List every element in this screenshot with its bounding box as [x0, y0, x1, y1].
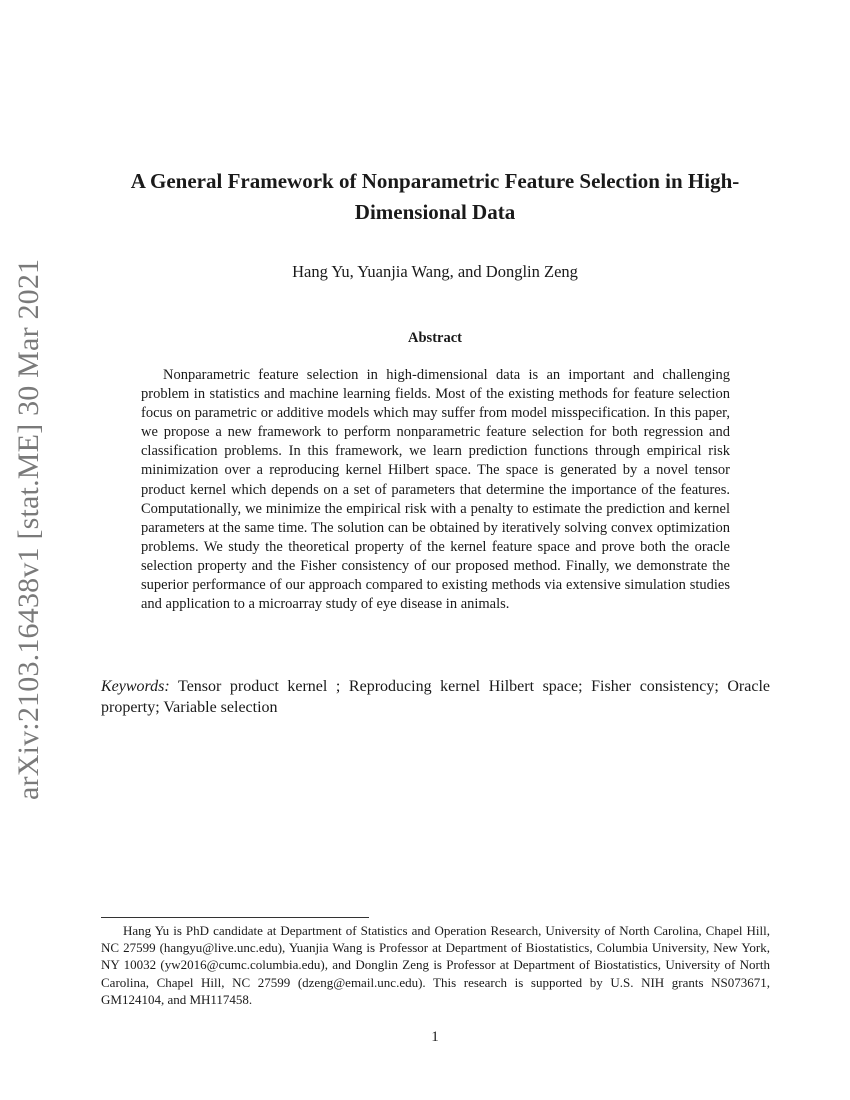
- abstract-heading: Abstract: [408, 330, 462, 346]
- keywords-label: Keywords:: [101, 678, 170, 695]
- footnote-divider: [101, 917, 369, 918]
- paper-title: A General Framework of Nonparametric Feature Selection in High-Dimensional Data: [130, 169, 740, 224]
- arxiv-identifier-stamp: arXiv:2103.16438v1 [stat.ME] 30 Mar 2021: [12, 258, 45, 800]
- keywords-paragraph: [101, 676, 770, 718]
- author-list: Hang Yu, Yuanjia Wang, and Donglin Zeng: [292, 262, 578, 281]
- page-number: 1: [431, 1029, 439, 1045]
- author-footnote: Hang Yu is PhD candidate at Department of Statistics and Operation Research, University of North Carolina, Chapel Hill, NC 27599 (hangyu@live.unc.edu), Yuanjia Wang is Professor at Department of Biostatistics, Columbia University, New York, NY 10032 (yw2016@cumc.columbia.edu), and Donglin Zeng is Professor at Department of Biostatistics, University of North Carolina, Chapel Hill, NC 27599 (dzeng@email.unc.edu). This research is supported by U.S. NIH grants NS073671, GM124104, and MH117458.: [101, 923, 770, 1007]
- keywords-text: Tensor product kernel ; Reproducing kernel Hilbert space; Fisher consistency; Oracle property; Variable selection: [101, 678, 770, 716]
- abstract-body: Nonparametric feature selection in high-dimensional data is an important and challenging problem in statistics and machine learning fields. Most of the existing methods for feature selection focus on parametric or additive models which may suffer from model misspecification. In this paper, we propose a new framework to perform nonparametric feature selection for both regression and classification problems. In this framework, we learn prediction functions through empirical risk minimization over a reproducing kernel Hilbert space. The space is generated by a novel tensor product kernel which depends on a set of parameters that determine the importance of the features. Computationally, we minimize the empirical risk with a penalty to estimate the prediction and kernel parameters at the same time. The solution can be obtained by iteratively solving convex optimization problems. We study the theoretical property of the kernel feature space and prove both the oracle selection property and the Fisher consistency of our proposed method. Finally, we demonstrate the superior performance of our approach compared to existing methods via extensive simulation studies and application to a microarray study of eye disease in animals.: [141, 367, 730, 613]
